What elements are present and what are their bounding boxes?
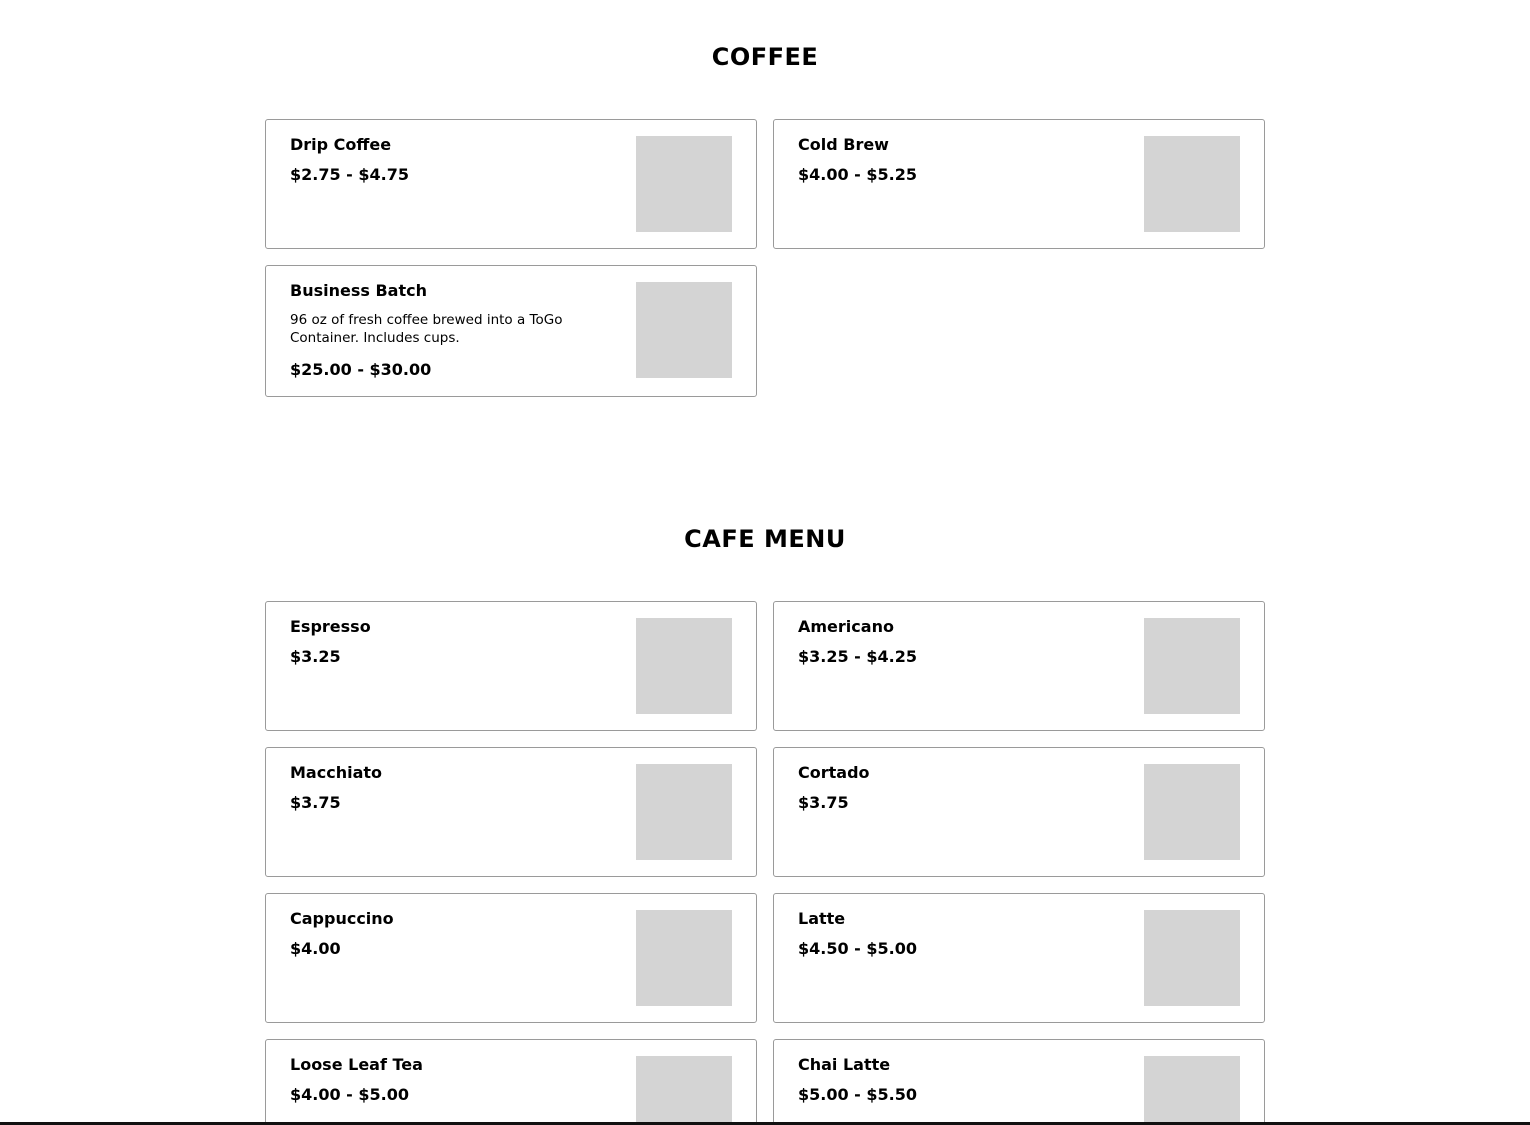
menu-item-cappuccino[interactable] [265, 893, 757, 1023]
item-image [636, 1056, 732, 1125]
item-name: Espresso [290, 617, 371, 636]
item-image [1144, 764, 1240, 860]
item-price: $25.00 - $30.00 [290, 360, 432, 379]
menu-item-chai-latte[interactable] [773, 1039, 1265, 1125]
item-name: Drip Coffee [290, 135, 392, 154]
item-price: $3.25 - $4.25 [798, 647, 917, 666]
menu-item-loose-leaf-tea[interactable] [265, 1039, 757, 1125]
item-name: Cold Brew [798, 135, 889, 154]
item-price: $5.00 - $5.50 [798, 1085, 917, 1104]
item-image [1144, 136, 1240, 232]
item-image [636, 136, 732, 232]
menu-item-americano[interactable] [773, 601, 1265, 731]
item-price: $3.75 [290, 793, 341, 812]
item-name: Loose Leaf Tea [290, 1055, 423, 1074]
item-name: Chai Latte [798, 1055, 891, 1074]
item-name: Cappuccino [290, 909, 394, 928]
menu-item-latte[interactable] [773, 893, 1265, 1023]
menu-item-espresso[interactable] [265, 601, 757, 731]
item-image [636, 618, 732, 714]
item-image [1144, 618, 1240, 714]
item-price: $4.50 - $5.00 [798, 939, 917, 958]
item-image [636, 764, 732, 860]
menu-item-drip-coffee[interactable] [265, 119, 757, 249]
item-price: $2.75 - $4.75 [290, 165, 409, 184]
item-description: 96 oz of fresh coffee brewed into a ToGo Container. Includes cups. [290, 312, 563, 346]
menu-item-business-batch[interactable] [265, 265, 757, 397]
menu-item-macchiato[interactable] [265, 747, 757, 877]
item-price: $4.00 - $5.25 [798, 165, 917, 184]
item-name: Latte [798, 909, 846, 928]
menu-item-cortado[interactable] [773, 747, 1265, 877]
section-title-coffee: COFFEE [711, 43, 819, 71]
item-image [636, 910, 732, 1006]
item-name: Americano [798, 617, 894, 636]
item-price: $4.00 - $5.00 [290, 1085, 409, 1104]
item-price: $3.75 [798, 793, 849, 812]
item-image [1144, 910, 1240, 1006]
item-price: $3.25 [290, 647, 341, 666]
item-price: $4.00 [290, 939, 341, 958]
item-image [636, 282, 732, 378]
section-title-cafe-menu: CAFE MENU [684, 525, 846, 553]
item-name: Cortado [798, 763, 870, 782]
item-name: Macchiato [290, 763, 382, 782]
item-image [1144, 1056, 1240, 1125]
item-name: Business Batch [290, 281, 427, 300]
menu-item-cold-brew[interactable] [773, 119, 1265, 249]
